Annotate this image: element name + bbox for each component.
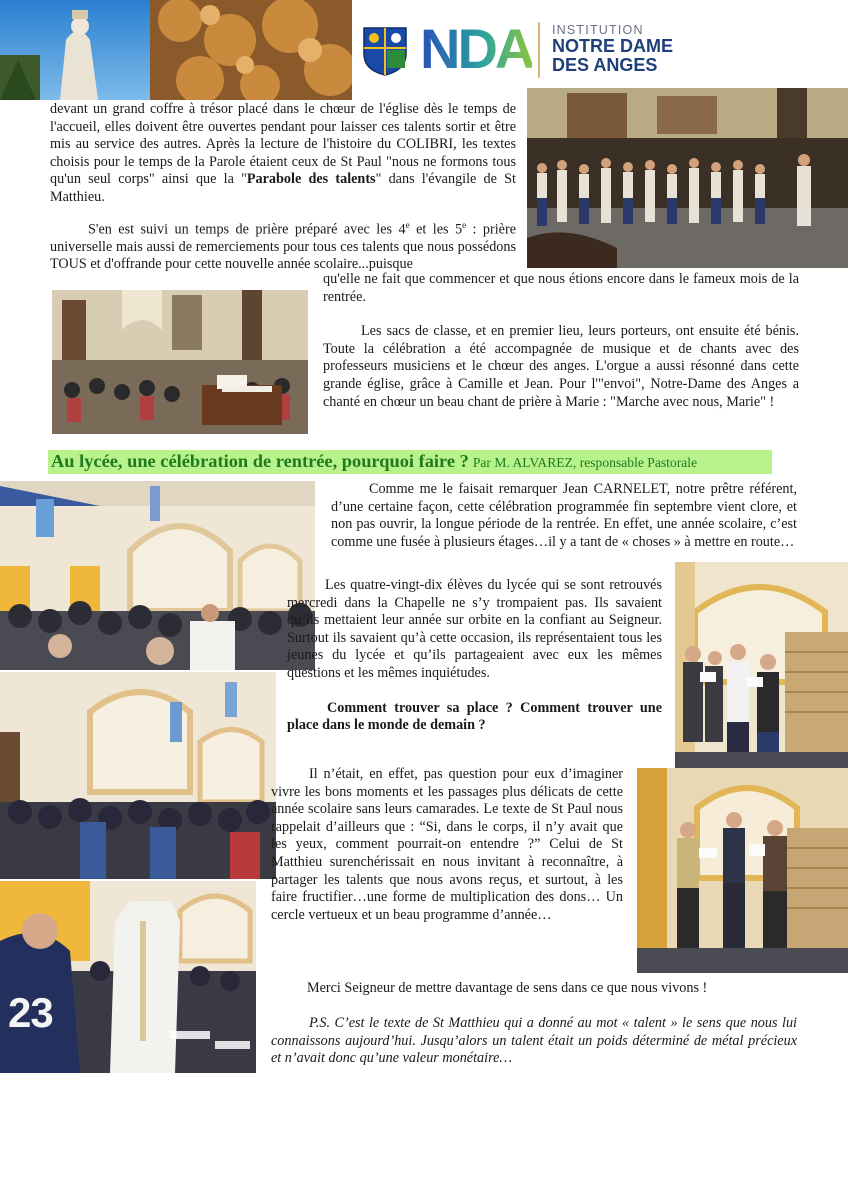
section2-text-col1 [331, 481, 797, 551]
section2-byline: Par M. ALVAREZ, responsable Pastorale [472, 455, 698, 470]
school-crest [362, 26, 408, 76]
students-choir-photo [637, 768, 848, 973]
section1-paragraph-3: Les sacs de classe, et en premier lieu, leurs porteurs, ont ensuite été bénis. Toute la célébration a été accompagnée de musique et de chants avec des professeurs musiciens et le chœur des anges. L'orgue a aussi résonné dans cette grande église, grâce à Camille et Jean. Pour l'"envoi", Notre-Dame des Anges a chanté en chœur un beau chant de prière à Marie : "Marche avec nous, Marie" ! [323, 323, 799, 410]
section1-continuation: qu'elle ne fait que commencer et que nous étions encore dans le fameux mois de la rentrée. Les sacs de classe, et en premier lieu, leurs porteurs, ont ensuite été bénis. Toute la célébration a été accompagnée de musique et de chants avec des professeurs musiciens et le chœur des anges. L'orgue a aussi résonné dans cette grande église, grâce à Camille et Jean. Pour l'"envoi", Notre-Dame des Anges a chanté en chœur un beau chant de prière à Marie : "Marche avec nous, Marie" ! [323, 271, 799, 410]
postscript-text: P.S. C’est le texte de St Matthieu qui a donné au mot « talent » le sens que nous lui connaissons aujourd’hui. Jusqu’alors un talent était un poids déterminé de métal précieux et n’avait donc qu’une valeur monétaire… [271, 1015, 797, 1067]
institution-line3: DES ANGES [552, 55, 658, 75]
institution-name [552, 23, 712, 75]
nda-logo [420, 18, 532, 80]
closing-prayer: Merci Seigneur de mettre davantage de sens dans ce que nous vivons ! [307, 980, 708, 996]
postscript [271, 1015, 797, 1068]
section2-paragraph-1: Comme me le faisait remarquer Jean CARNELET, notre prêtre référent, d’une certaine façon, cette célébration programmée fin septembre vient clore, et non pas ouvrir, la longue période de la rentrée. En effet, une année scolaire, c’est comme une fusée à plusieurs étages…il y a tant de « choses » à mettre en route… [331, 481, 797, 550]
section2-heading [51, 451, 775, 472]
section2-paragraph-3: Il n’était, en effet, pas question pour eux d’imaginer vivre les bons moments et les passages plus délicats de cette année scolaire sans leurs camarades. Le texte de St Paul nous rappelait d’ailleurs que : “Si, dans le corps, il n’y avait que les yeux, comment pourrait-on entendre ?” Celui de St Matthieu surenchérissait en nous invitant à reconnaître, à partager les talents que nous avons reçus, et surtout, à les faire fructifier…une forme de multiplication des dons… Un cercle vertueux et un beau programme d’année… [271, 766, 623, 923]
priest-procession-photo [0, 881, 256, 1073]
section1-text-top [50, 101, 516, 274]
nda-logo-letters: NDA [420, 17, 533, 80]
header-statue-photo [0, 0, 352, 100]
institution-line1: INSTITUTION [552, 23, 644, 37]
institution-line2: NOTRE DAME [552, 36, 673, 56]
parable-title: Parabole des talents [246, 171, 376, 188]
section2-text-col2 [287, 577, 662, 735]
section2-text-col3 [271, 766, 623, 924]
closing-line [307, 980, 807, 998]
jersey-number: 23 [8, 989, 53, 1036]
students-reading-photo [675, 562, 848, 784]
section2-title: Au lycée, une célébration de rentrée, pourquoi faire ? [51, 451, 469, 471]
section2-subheading: Comment trouver sa place ? Comment trouver une place dans le monde de demain ? [287, 699, 662, 734]
logo-divider [538, 22, 540, 78]
church-choir-photo [527, 88, 848, 268]
chapel-interior-photo [0, 481, 315, 670]
section1-paragraph-1: devant un grand coffre à trésor placé dans le chœur de l'église dès le temps de l'accueil, elles doivent être ouvertes pendant pour laisser ces talents sortir et être mis au service des autres. Après la lecture de l'histoire du COLIBRI, les textes choisis pour le temps de la Parole étaient ceux de St Paul "nous ne formons tous qu'un seul corps" ainsi que la "Parabole des talents" dans l'évangile de St Matthieu. [50, 101, 516, 205]
section1-paragraph-2: S'en est suivi un temps de prière préparé avec les 4e et les 5e : prière universelle mais aussi de remerciements pour tous ces talents que nous possédons TOUS et d'offrande pour cette nouvelle année scolaire...puisque [50, 219, 517, 273]
church-organ-photo [52, 290, 308, 434]
chapel-crowd-photo [0, 672, 276, 879]
section2-paragraph-2: Les quatre-vingt-dix élèves du lycée qui se sont retrouvés mercredi dans la Chapelle ne s’y trompaient pas. Ils savaient qu’ils mettaient leur année sur orbite en la confiant au Seigneur. Surtout ils savaient qu’à cette occasion, ils représentaient tous les jeunes du lycée et qu’ils partageaient avec eux les mêmes questions et les mêmes inquiétudes. [287, 577, 662, 681]
